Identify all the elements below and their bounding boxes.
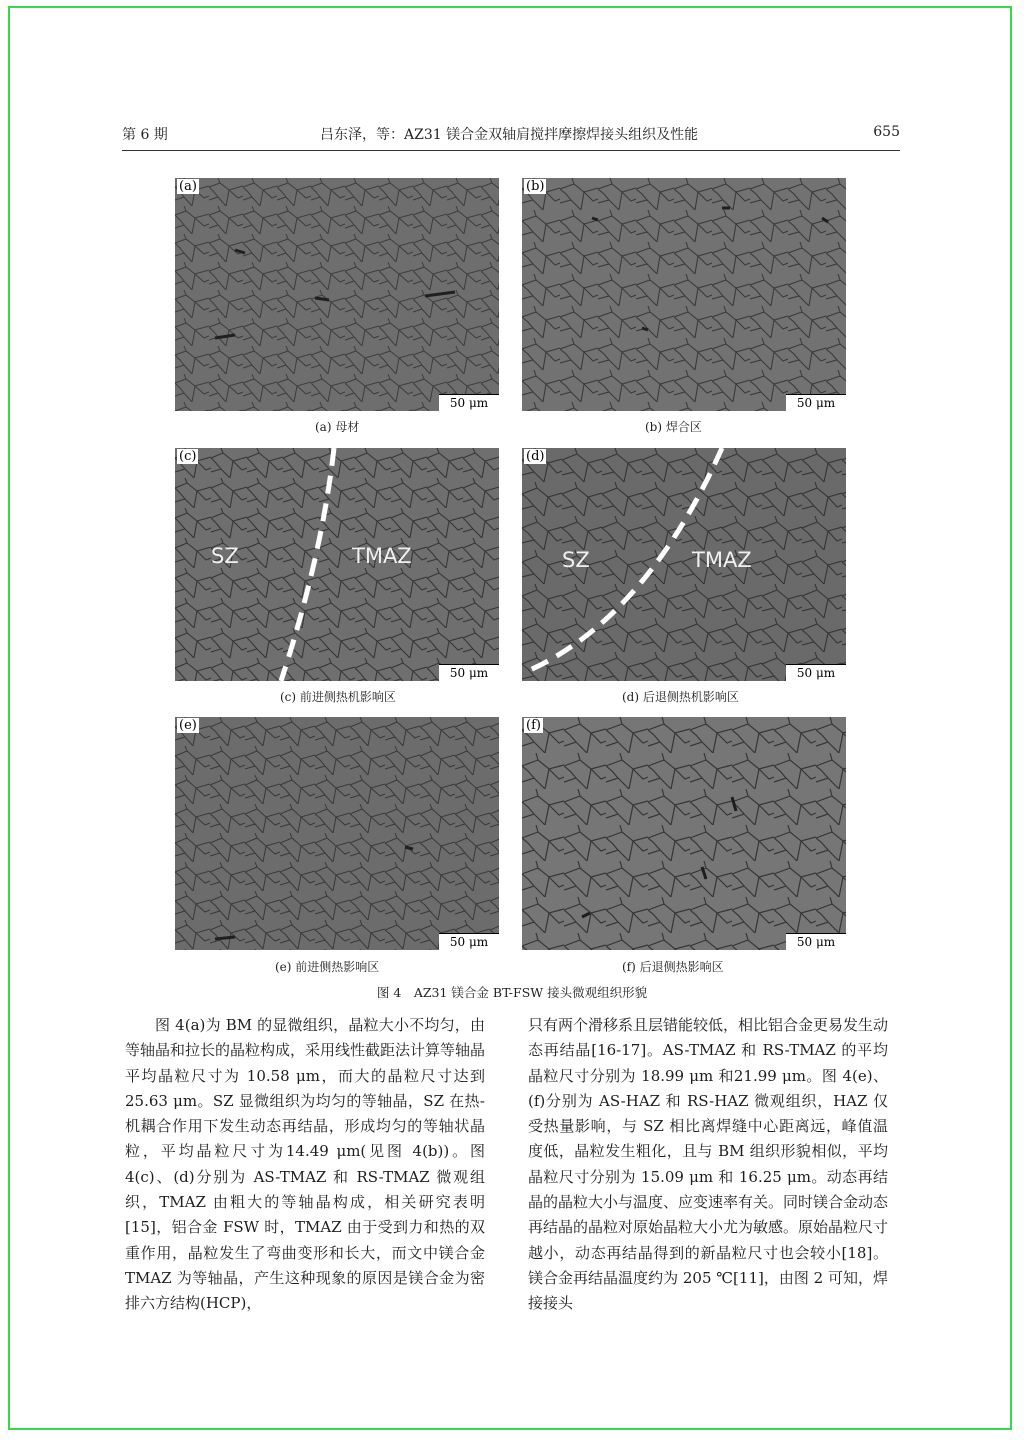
paragraph-left: 图 4(a)为 BM 的显微组织，晶粒大小不均匀，由等轴晶和拉长的晶粒构成，采用线性截距法计算等轴晶平均晶粒尺寸为 10.58 μm，而大的晶粒尺寸达到 25.63 μm。SZ 显微组织为均匀的等轴晶，SZ 在热-机耦合作用下发生动态再结晶，形成均匀的等轴状晶粒，平均晶粒尺寸为14.49 μm(见图 4(b))。图 4(c)、(d)分别为 AS-TMAZ 和 RS-TMAZ 微观组织，TMAZ 由粗大的等轴晶构成，相关研究表明[15]，铝合金 FSW 时，TMAZ 由于受到力和热的双重作用，晶粒发生了弯曲变形和长大，而文中镁合金 TMAZ 为等轴晶，产生这种现象的原因是镁合金为密排六方结构(HCP)， bbox=[125, 1016, 486, 1313]
panel-label-f: (f) bbox=[526, 718, 541, 733]
issue-number: 第 6 期 bbox=[122, 127, 168, 143]
caption-c: (c) 前进侧热机影响区 bbox=[280, 690, 396, 704]
micrograph-f-image bbox=[522, 717, 846, 950]
panel-label-c: (c) bbox=[179, 449, 197, 464]
micrograph-a-image bbox=[175, 178, 499, 411]
caption-a: (a) 母材 bbox=[315, 420, 360, 434]
scale-bar-f: 50 μm bbox=[786, 933, 846, 950]
caption-b: (b) 焊合区 bbox=[645, 420, 702, 434]
running-title: 吕东泽，等：AZ31 镁合金双轴肩搅拌摩擦焊接头组织及性能 bbox=[320, 127, 699, 143]
zone-label-tmaz-d: TMAZ bbox=[692, 548, 752, 572]
paragraph-right: 只有两个滑移系且层错能较低，相比铝合金更易发生动态再结晶[16-17]。AS-TMAZ 和 RS-TMAZ 的平均晶粒尺寸分别为 18.99 μm 和21.99 μm。图 4(e)、(f)分别为 AS-HAZ 和 RS-HAZ 微观组织，HAZ 仅受热量影响，与 SZ 相比离焊缝中心距离远，峰值温度低，晶粒发生粗化，且与 BM 组织形貌相似，平均晶粒尺寸分别为 15.09 μm 和 16.25 μm。动态再结晶的晶粒大小与温度、应变速率有关。同时镁合金动态再结晶的晶粒对原始晶粒大小尤为敏感。原始晶粒尺寸越小，动态再结晶得到的新晶粒尺寸也会较小[18]。镁合金再结晶温度约为 205 ℃[11]，由图 2 可知，焊接接头 bbox=[528, 1016, 889, 1313]
scale-bar-b: 50 μm bbox=[786, 394, 846, 411]
page-number: 655 bbox=[873, 124, 900, 140]
scale-bar-a: 50 μm bbox=[439, 394, 499, 411]
zone-label-sz-d: SZ bbox=[562, 548, 590, 572]
micrograph-e-image bbox=[175, 717, 499, 950]
running-header bbox=[122, 124, 900, 148]
panel-label-a: (a) bbox=[179, 179, 197, 194]
scale-bar-c: 50 μm bbox=[439, 664, 499, 681]
zone-label-sz-c: SZ bbox=[211, 544, 239, 568]
scale-bar-d: 50 μm bbox=[786, 664, 846, 681]
body-text-right-column bbox=[528, 1013, 888, 1317]
figure-title: 图 4 AZ31 镁合金 BT-FSW 接头微观组织形貌 bbox=[376, 985, 648, 1000]
micrograph-b-image bbox=[522, 178, 846, 411]
micrograph-c bbox=[175, 448, 499, 681]
micrograph-e bbox=[175, 717, 499, 950]
caption-f: (f) 后退侧热影响区 bbox=[622, 960, 724, 974]
panel-label-b: (b) bbox=[526, 179, 545, 194]
caption-d: (d) 后退侧热机影响区 bbox=[622, 690, 739, 704]
panel-label-d: (d) bbox=[526, 449, 545, 464]
header-rule bbox=[122, 150, 900, 151]
zone-label-tmaz-c: TMAZ bbox=[352, 544, 412, 568]
micrograph-b bbox=[522, 178, 846, 411]
micrograph-f bbox=[522, 717, 846, 950]
body-text-left-column bbox=[125, 1013, 485, 1317]
caption-e: (e) 前进侧热影响区 bbox=[275, 960, 380, 974]
panel-label-e: (e) bbox=[179, 718, 197, 733]
micrograph-d bbox=[522, 448, 846, 681]
micrograph-a bbox=[175, 178, 499, 411]
scale-bar-e: 50 μm bbox=[439, 933, 499, 950]
